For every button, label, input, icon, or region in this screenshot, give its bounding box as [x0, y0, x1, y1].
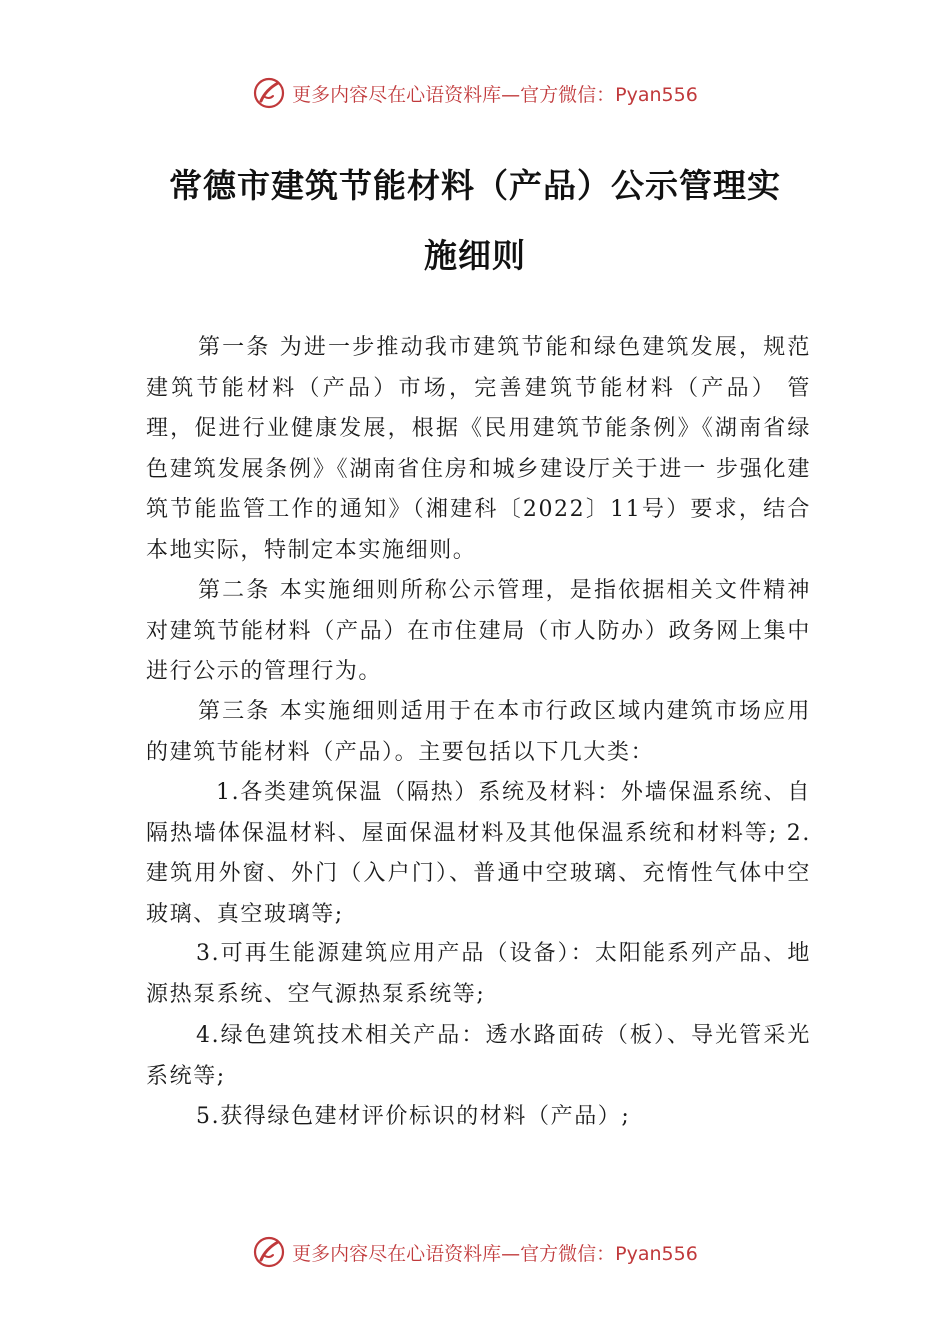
document-title-line1: 常德市建筑节能材料（产品）公示管理实 [169, 166, 781, 205]
watermark-text: 更多内容尽在心语资料库—官方微信：Pyan556 [292, 1242, 698, 1265]
document-title-line2: 施细则 [424, 236, 526, 275]
watermark-text: 更多内容尽在心语资料库—官方微信：Pyan556 [292, 83, 698, 106]
brush-logo-icon [252, 76, 286, 110]
brush-logo-icon [252, 1235, 286, 1269]
category-item-4: 4.绿色建筑技术相关产品：透水路面砖（板）、导光管采光系统等; [146, 1023, 811, 1089]
article-3-paragraph: 第三条 本实施细则适用于在本市行政区域内建筑市场应用的建筑节能材料（产品）。主要包括以下几大类： [146, 699, 811, 765]
article-2-paragraph: 第二条 本实施细则所称公示管理，是指依据相关文件精神对建筑节能材料（产品）在市住建局（市人防办）政务网上集中进行公示的管理行为。 [146, 578, 811, 684]
category-item-3: 3.可再生能源建筑应用产品（设备）：太阳能系列产品、地源热泵系统、空气源热泵系统等; [146, 941, 811, 1007]
category-item-5: 5.获得绿色建材评价标识的材料（产品）; [196, 1104, 631, 1129]
article-1-paragraph: 第一条 为进一步推动我市建筑节能和绿色建筑发展，规范建筑节能材料（产品）市场，完善建筑节能材料（产品） 管理，促进行业健康发展，根据《民用建筑节能条例》《湖南省绿色建筑发展条例》《湖南省住房和城乡建设厅关于进一 步强化建筑节能监管工作的通知》（湘建科〔2022〕11号）要求，结合本地实际，特制定本实施细则。 [146, 335, 811, 563]
watermark-footer [0, 1232, 950, 1272]
watermark-header [0, 73, 950, 113]
category-list-1-2: 1.各类建筑保温（隔热）系统及材料：外墙保温系统、自隔热墙体保温材料、屋面保温材料及其他保温系统和材料等; 2.建筑用外窗、外门（入户门）、普通中空玻璃、充惰性气体中空玻璃、真空玻璃等; [146, 780, 811, 927]
